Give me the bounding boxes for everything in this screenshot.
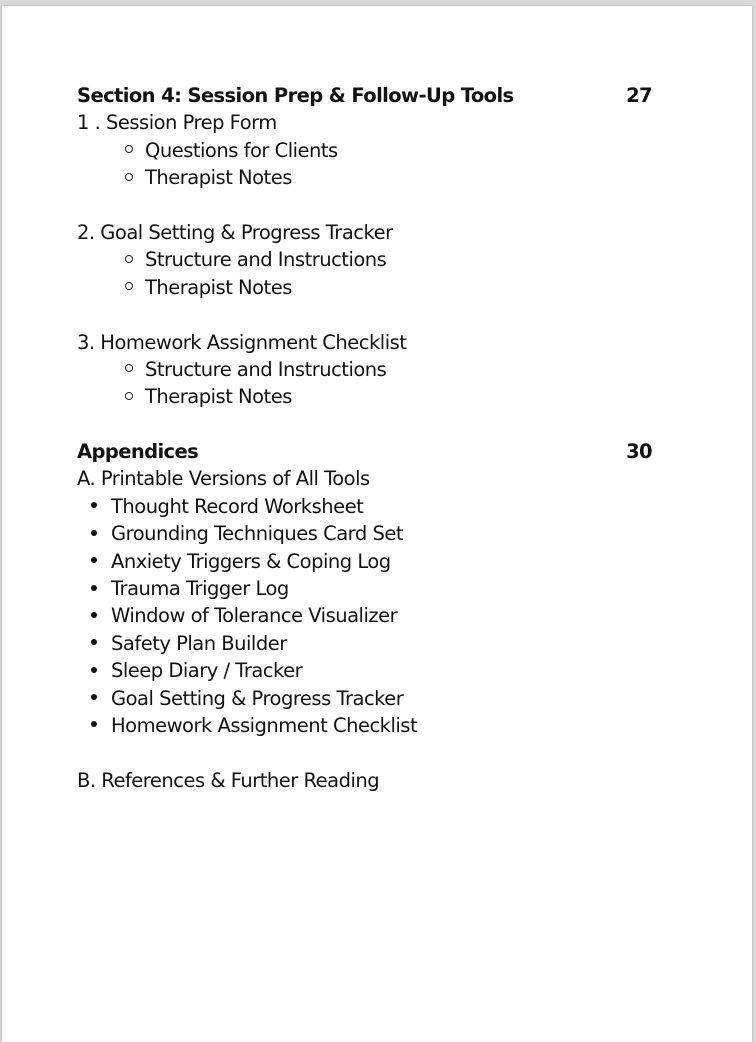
bullet-icon [91, 639, 97, 645]
bullet-icon [91, 612, 97, 618]
subitem-label: Trauma Trigger Log [111, 577, 289, 601]
hollow-bullet-icon [125, 255, 133, 263]
toc-subitem [77, 520, 652, 547]
subitem-label: Goal Setting & Progress Tracker [111, 686, 404, 710]
subitem-label: Structure and Instructions [145, 248, 387, 272]
hollow-bullet-icon [125, 364, 133, 372]
subitem-label: Window of Tolerance Visualizer [111, 604, 398, 628]
section-title: Appendices [77, 440, 199, 464]
section-heading [77, 82, 652, 109]
bullet-icon [91, 502, 97, 508]
section-page-number: 30 [626, 440, 652, 464]
table-of-contents [77, 82, 652, 794]
bullet-icon [91, 530, 97, 536]
section-page-number: 27 [626, 84, 652, 107]
toc-subitem [77, 356, 652, 383]
toc-subitem [77, 246, 652, 273]
toc-subitem [77, 575, 652, 602]
toc-subitem [77, 164, 652, 191]
subitem-label: Therapist Notes [145, 385, 292, 409]
bullet-icon [91, 585, 97, 591]
toc-item: B. References & Further Reading [77, 768, 380, 792]
subitem-label: Thought Record Worksheet [111, 494, 364, 518]
section-heading [77, 438, 652, 465]
document-page [2, 6, 752, 1042]
toc-subitem [77, 383, 652, 410]
hollow-bullet-icon [125, 173, 133, 181]
hollow-bullet-icon [125, 145, 133, 153]
bullet-icon [91, 557, 97, 563]
toc-subitem [77, 685, 652, 712]
subitem-label: Safety Plan Builder [111, 631, 287, 655]
subitem-label: Structure and Instructions [145, 357, 387, 381]
subitem-label: Questions for Clients [145, 138, 338, 162]
toc-subitem [77, 630, 652, 657]
toc-item: 3. Homework Assignment Checklist [77, 330, 407, 354]
toc-subitem [77, 712, 652, 739]
toc-subitem [77, 657, 652, 684]
bullet-icon [91, 694, 97, 700]
section-title: Section 4: Session Prep & Follow-Up Tools [77, 84, 514, 107]
subitem-label: Therapist Notes [145, 275, 292, 299]
toc-subitem [77, 137, 652, 164]
spacer [77, 739, 652, 766]
subitem-label: Homework Assignment Checklist [111, 713, 418, 737]
subitem-label: Anxiety Triggers & Coping Log [111, 549, 391, 573]
spacer [77, 301, 652, 328]
toc-item: 2. Goal Setting & Progress Tracker [77, 220, 393, 244]
hollow-bullet-icon [125, 282, 133, 290]
toc-subitem [77, 602, 652, 629]
toc-item: A. Printable Versions of All Tools [77, 467, 370, 491]
bullet-icon [91, 721, 97, 727]
toc-subitem [77, 274, 652, 301]
toc-item: 1 . Session Prep Form [77, 111, 277, 135]
subitem-label: Sleep Diary / Tracker [111, 659, 303, 683]
hollow-bullet-icon [125, 392, 133, 400]
subitem-label: Therapist Notes [145, 166, 292, 190]
toc-subitem [77, 548, 652, 575]
spacer [77, 192, 652, 219]
toc-subitem [77, 493, 652, 520]
subitem-label: Grounding Techniques Card Set [111, 522, 403, 546]
spacer [77, 411, 652, 438]
bullet-icon [91, 667, 97, 673]
